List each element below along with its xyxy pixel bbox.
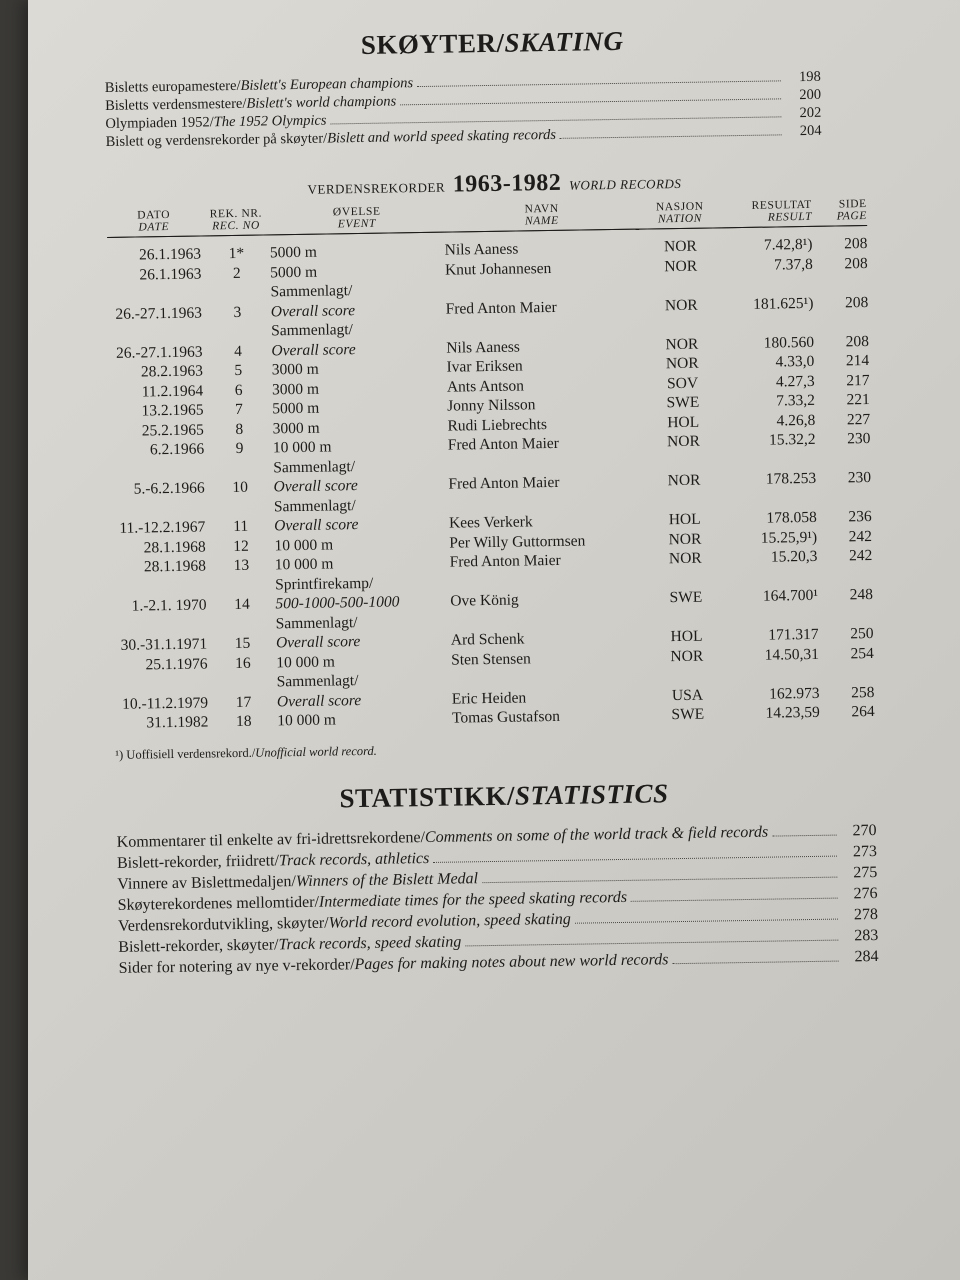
records-heading-years: 1963-1982 [452,169,562,198]
event-label: 3000 m [271,360,319,379]
nation-cell: SOV [666,374,699,392]
nation-cell: HOL [668,510,701,529]
toc-entry-en: Bislett's world champions [246,93,397,112]
toc-entry-en: Intermediate times for the speed skating records [318,888,628,911]
nation-cell: USA [671,686,704,704]
footnote [115,735,891,762]
rec-number-cell: 13 [233,556,250,575]
date-cell: 5.-6.2.1966 [133,479,205,498]
dot-leader [560,134,782,138]
result-cell: 164.700¹ [762,586,819,605]
footnote-no: ¹) Uoffisiell verdensrekord./ [115,745,256,762]
toc-page-number: 270 [852,821,877,839]
page-cell: 242 [848,546,873,565]
event-label: Sammenlagt/ [273,496,356,515]
result-cell: 4.33,0 [775,352,815,371]
rec-number-cell: 18 [235,712,252,731]
name-cell: Kees Verkerk [448,513,533,532]
page-cell: 208 [844,293,869,311]
toc-entry-no: Bisletts europamestere/ [104,77,241,96]
skating-toc [105,68,822,151]
rec-number-cell: 11 [233,517,249,536]
page-content [104,22,895,979]
column-header-page: SIDE PAGE [812,198,867,226]
event-label: 3000 m [272,419,320,437]
world-records-table [107,198,875,733]
event-label: 10 000 m [277,711,336,730]
event-label: 3000 m [271,380,320,398]
nation-cell: SWE [671,705,705,724]
toc-entry-no: Kommentarer til enkelte av fri-idrettsrekordene/ [116,828,426,851]
event-label: 10 000 m [276,652,336,671]
event-label: 5000 m [272,399,320,418]
event-label: Sammenlagt/ [276,672,359,691]
date-cell: 11.2.1964 [141,381,204,400]
result-cell: 4.27,3 [775,372,815,390]
book-page [28,0,960,1280]
event-label: Sammenlagt/ [271,321,354,340]
nation-cell: NOR [670,647,704,665]
nation-cell: NOR [666,432,700,451]
rec-number-cell: 2 [232,264,241,282]
toc-entry-en: Pages for making notes about new world records [354,950,669,973]
name-cell: Rudi Liebrechts [447,415,548,435]
result-cell: 7.42,8¹) [763,235,813,254]
toc-page-number: 284 [854,947,879,965]
rec-number-cell: 17 [235,693,252,711]
skating-title-no: SKØYTER/ [360,27,505,60]
name-cell: Per Willy Guttormsen [449,532,586,552]
nation-cell: HOL [670,627,703,646]
skating-title [104,22,880,65]
date-cell: 26.-27.1.1963 [115,303,203,323]
dot-leader [672,960,838,964]
name-cell: Jonny Nilsson [447,396,536,415]
toc-entry-en: Winners of the Bislett Medal [295,869,479,890]
page-cell: 248 [849,585,874,604]
toc-entry-no: Verdensrekordutvikling, skøyter/ [117,914,329,935]
nation-cell: NOR [664,296,698,314]
name-cell: Eric Heiden [451,688,527,708]
page-cell: 250 [850,624,874,643]
page-cell: 254 [850,644,874,662]
result-cell: 14.23,59 [765,703,820,722]
event-sublabel: 500-1000-500-1000 [275,593,400,613]
rec-number-cell: 5 [234,361,243,379]
dot-leader [465,939,838,946]
result-cell: 15.32,2 [768,430,816,449]
event-sublabel: Overall score [270,301,356,320]
rec-number-cell: 16 [235,654,251,672]
event-label: Sammenlagt/ [270,282,353,301]
event-cell [269,572,450,614]
dot-leader [772,834,836,836]
event-label: Sammenlagt/ [273,457,356,476]
column-header-rec-no: REK. NR. REC. NO [208,208,263,236]
date-cell: 31.1.1982 [146,713,209,732]
column-header-name: NAVN NAME [444,202,639,233]
rec-number-cell: 6 [234,381,243,399]
toc-entry-en: World record evolution, speed skating [328,910,571,932]
dot-leader [575,918,838,923]
date-cell: 26.1.1963 [138,245,202,264]
name-cell: Fred Anton Maier [448,473,560,493]
event-label: Sprintfirekamp/ [274,574,374,593]
name-cell: Sten Stensen [451,649,531,669]
toc-page-number: 198 [798,68,821,86]
name-cell: Ove König [450,591,519,610]
dot-leader [433,855,837,862]
toc-entry-en: Track records, athletics [278,849,430,869]
event-cell [267,455,448,497]
nation-cell: NOR [667,471,701,490]
toc-page-number: 273 [852,842,878,860]
skating-title-en: SKATING [504,25,624,58]
event-label: 5000 m [270,263,318,281]
rec-number-cell: 1* [228,244,245,263]
date-cell: 13.2.1965 [141,401,204,420]
date-cell: 28.2.1963 [140,362,204,381]
event-sublabel: Overall score [271,340,356,359]
result-cell: 7.37,8 [773,255,813,274]
name-cell: Ard Schenk [450,630,525,649]
rec-number-cell: 7 [234,400,243,418]
date-cell: 25.2.1965 [141,420,204,439]
statistics-title-no: STATISTIKK/ [339,780,516,813]
nation-cell: NOR [665,354,699,373]
date-cell: 28.1.1968 [143,537,206,556]
date-cell: 25.1.1976 [145,654,208,673]
records-table-body [107,226,875,734]
date-cell: 28.1.1968 [143,557,207,576]
page-cell: 264 [851,702,875,721]
event-sublabel: Overall score [273,477,358,496]
event-label: 10 000 m [274,555,334,574]
name-cell: Ants Antson [446,376,525,396]
name-cell: Nils Aaness [446,338,521,357]
toc-entry-no: Vinnere av Bislettmedaljen/ [117,872,297,893]
nation-cell: NOR [663,237,697,256]
nation-cell: SWE [669,588,703,607]
name-cell: Fred Anton Maier [445,298,557,318]
page-cell: 221 [846,391,870,409]
nation-cell: NOR [668,549,702,568]
event-cell [264,232,445,263]
event-cell [270,611,451,653]
date-cell: 6.2.1966 [149,440,205,459]
toc-entry-en: The 1952 Olympics [213,112,327,131]
result-cell: 178.058 [766,508,817,527]
page-cell: 230 [847,469,872,487]
toc-page-number: 202 [799,104,822,122]
toc-page-number: 204 [799,122,822,140]
name-cell: Ivar Eriksen [446,357,523,376]
result-cell: 171.317 [768,625,819,644]
event-label: Sammenlagt/ [275,613,358,632]
date-cell: 26.1.1963 [139,265,202,283]
page-cell: 227 [846,410,871,428]
statistics-toc [117,819,879,978]
name-cell: Knut Johannesen [444,259,552,279]
page-cell: 230 [847,430,871,448]
event-label: 10 000 m [272,438,332,457]
event-cell [271,709,452,731]
event-sublabel: Overall score [274,516,359,535]
toc-entry-en: Bislett and world speed skating records [327,126,557,147]
toc-page-number: 278 [853,905,879,923]
rec-number-cell: 12 [233,537,249,555]
nation-cell: NOR [668,530,702,548]
records-heading-en: WORLD RECORDS [568,175,682,193]
result-cell: 181.625¹) [753,294,814,313]
date-cell: 11.-12.2.1967 [119,518,206,537]
dot-leader [631,897,838,901]
nation-cell: NOR [664,257,698,275]
result-cell: 162.973 [769,684,820,703]
rec-number-cell: 14 [234,595,250,614]
toc-page-number: 200 [799,86,822,104]
result-cell: 15.20,3 [770,547,818,566]
toc-entry-no: Skøyterekordenes mellomtider/ [117,893,320,914]
rec-number-cell: 8 [235,420,244,438]
date-cell: 30.-31.1.1971 [120,635,208,654]
toc-entry-no: Bislett-rekorder, friidrett/ [116,851,280,872]
dot-leader [482,876,837,883]
toc-page-number: 283 [854,926,879,944]
date-cell: 1.-2.1. 1970 [131,596,207,615]
column-header-nation: NASJON NATION [639,200,721,229]
page-cell: 217 [846,371,870,389]
rec-number-cell: 4 [234,342,243,360]
toc-entry-en: Comments on some of the world track & field records [424,823,769,846]
column-header-date: DATO DATE [107,208,209,237]
page-cell: 242 [848,527,873,545]
statistics-title [116,774,892,817]
rec-number-cell: 10 [232,478,249,497]
event-cell [271,670,452,712]
records-heading-no: VERDENSREKORDER [307,179,446,197]
result-cell: 14.50,31 [764,645,820,664]
records-heading [106,165,882,204]
toc-page-number: 275 [853,863,878,881]
event-sublabel: Overall score [275,633,361,652]
event-label: 10 000 m [274,535,334,554]
result-cell: 4.26,8 [776,411,816,429]
name-cell: Fred Anton Maier [447,434,559,454]
toc-entry-no: Bisletts verdensmestere/ [105,95,247,114]
footnote-en: Unofficial world record. [255,743,377,760]
toc-entry-no: Bislett og verdensrekorder på skøyter/ [105,130,328,150]
page-cell: 258 [851,683,875,701]
toc-entry-en: Bislett's European champions [240,75,414,94]
column-header-result: RESULTAT RESULT [720,199,812,228]
date-cell: 10.-11.2.1979 [122,693,209,713]
rec-number-cell: 15 [234,634,251,653]
name-cell: Nils Aaness [444,240,519,259]
result-cell: 180.560 [763,333,815,352]
event-cell [268,494,449,536]
page-cell: 214 [845,352,870,370]
rec-number-cell: 3 [233,303,242,321]
page-cell: 208 [844,235,868,253]
page-cell: 236 [848,508,872,526]
statistics-title-en: STATISTICS [514,777,669,811]
result-cell: 178.253 [765,469,817,488]
event-cell [265,319,446,361]
nation-cell: NOR [665,335,699,353]
column-header-event: ØVELSE EVENT [263,205,444,235]
toc-entry-no: Bislett-rekorder, skøyter/ [118,935,279,956]
event-label: 5000 m [269,243,317,262]
rec-number-cell: 9 [235,439,244,457]
toc-entry-en: Track records, speed skating [278,933,462,953]
toc-page-number: 276 [853,884,878,902]
nation-cell: SWE [666,393,700,412]
name-cell: Fred Anton Maier [449,551,561,571]
nation-cell: HOL [667,413,700,431]
result-cell: 7.33,2 [776,391,816,410]
name-cell: Tomas Gustafson [451,707,561,727]
page-cell: 208 [845,332,870,350]
page-cell: 208 [844,254,868,272]
result-cell: 15.25,9¹) [760,528,818,547]
toc-entry-no: Sider for notering av nye v-rekorder/ [118,955,355,977]
event-cell [264,280,445,322]
event-sublabel: Overall score [276,691,362,710]
dot-leader [417,80,781,87]
date-cell: 26.-27.1.1963 [115,342,203,362]
toc-entry-no: Olympiaden 1952/ [105,114,214,132]
